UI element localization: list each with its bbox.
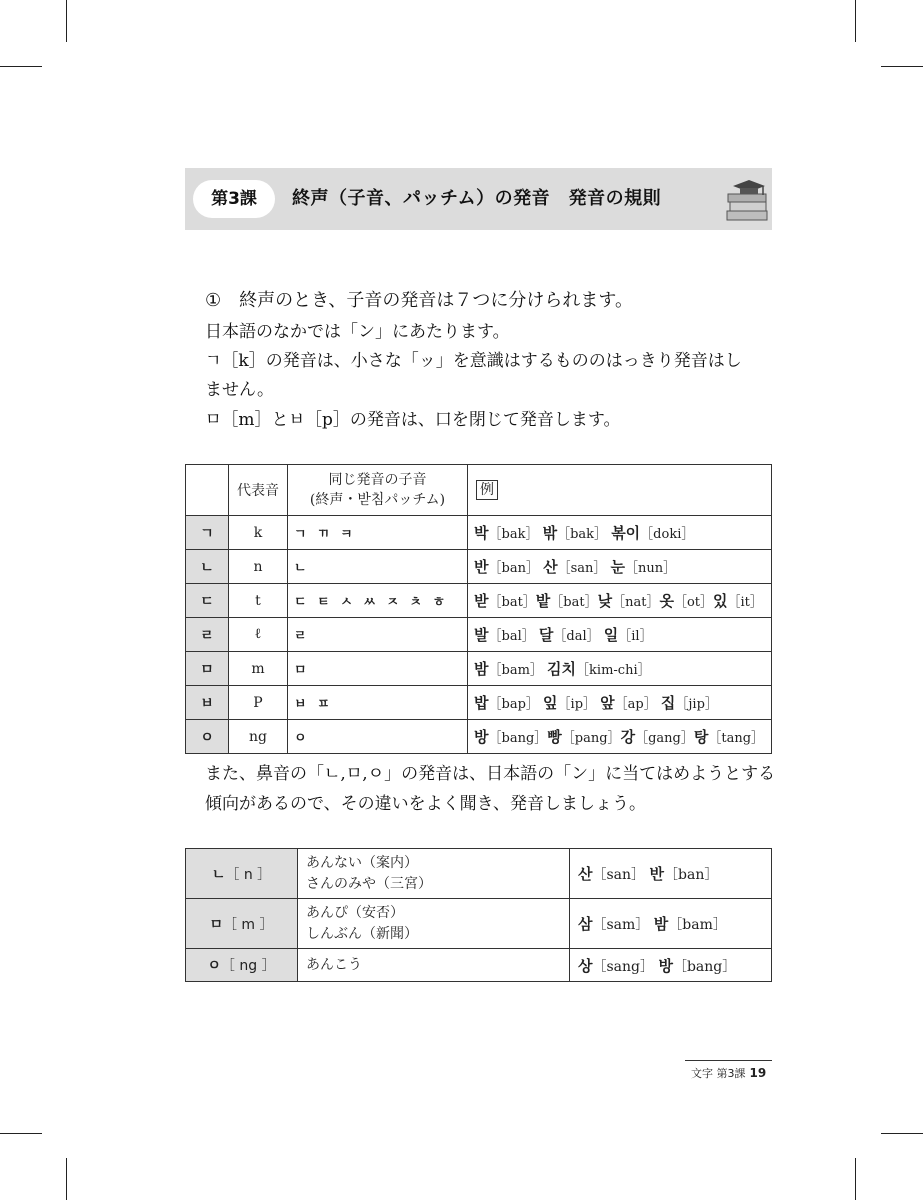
japanese-words-cell	[298, 949, 570, 982]
table-row	[186, 686, 772, 720]
japanese-word: さんのみや（三宮）	[306, 875, 432, 892]
romanization: ［tang］	[708, 731, 765, 746]
romanization: ［bat］	[488, 595, 536, 610]
korean-word: 볶이	[611, 524, 641, 542]
table-row	[186, 899, 772, 949]
same-sound-cell: ㄱ ㄲ ㅋ	[288, 516, 468, 550]
romanization: ［sam］	[592, 917, 650, 933]
korean-word: 밖	[542, 524, 558, 542]
romanization: ［kim-chi］	[576, 663, 651, 678]
same-sound-cell: ㅁ	[288, 652, 468, 686]
sound-cell: t	[229, 584, 288, 618]
romanization: ［ m ］	[222, 916, 274, 933]
crop-mark	[855, 0, 856, 42]
table-row	[186, 652, 772, 686]
header-same-line2: (終声・받침パッチム)	[309, 492, 446, 508]
korean-word: 강	[620, 728, 636, 746]
romanization: ［pang］	[561, 731, 621, 746]
japanese-word: あんない（案内）	[306, 854, 418, 871]
same-sound-cell: ㄷ ㅌ ㅅ ㅆ ㅈ ㅊ ㅎ	[288, 584, 468, 618]
romanization: ［bap］	[488, 697, 539, 712]
korean-word: 반	[474, 558, 489, 576]
table-header-row	[186, 465, 772, 516]
korean-word: 눈	[610, 558, 626, 576]
korean-word: 있	[713, 592, 728, 610]
romanization: ［bang］	[672, 958, 737, 975]
header-example	[468, 465, 772, 516]
crop-mark	[881, 1133, 923, 1134]
table-row	[186, 584, 772, 618]
nasal-comparison-table	[185, 848, 772, 982]
korean-examples-cell	[570, 949, 772, 982]
crop-mark	[66, 0, 67, 42]
header-same-line1: 同じ発音の子音	[328, 472, 427, 488]
body-paragraph: ません。	[205, 380, 275, 400]
crop-mark	[0, 1133, 42, 1134]
japanese-words-cell	[298, 899, 570, 949]
crop-mark	[0, 66, 42, 67]
same-sound-cell: ㄴ	[288, 550, 468, 584]
japanese-word: あんぴ（安否）	[306, 904, 404, 921]
korean-word: 밥	[474, 694, 489, 712]
table-row	[186, 550, 772, 584]
example-cell	[468, 550, 772, 584]
sound-cell: ng	[229, 720, 288, 754]
korean-examples-cell	[570, 899, 772, 949]
romanization: ［ban］	[664, 867, 719, 883]
nasal-label-cell	[186, 949, 298, 982]
korean-word: 발	[474, 626, 489, 644]
romanization: ［ap］	[614, 697, 657, 712]
nasal-label-cell	[186, 849, 298, 899]
korean-word: 반	[649, 865, 665, 883]
page-footer	[691, 1065, 766, 1081]
same-sound-cell: ㄹ	[288, 618, 468, 652]
sound-cell: ℓ	[229, 618, 288, 652]
example-cell	[468, 652, 772, 686]
table-row	[186, 720, 772, 754]
final-consonant-table	[185, 464, 772, 754]
example-cell	[468, 686, 772, 720]
example-cell	[468, 584, 772, 618]
page-number: 19	[749, 1066, 767, 1080]
korean-word: 밤	[653, 915, 669, 933]
romanization: ［nat］	[612, 595, 660, 610]
consonant-cell: ㄴ	[186, 550, 229, 584]
same-sound-cell: ㅇ	[288, 720, 468, 754]
lesson-title: 終声（子音、パッチム）の発音 発音の規則	[292, 188, 662, 209]
consonant-cell: ㄹ	[186, 618, 229, 652]
header-blank	[186, 465, 229, 516]
header-same-sound	[288, 465, 468, 516]
body-paragraph: また、鼻音の「ㄴ,ㅁ,ㅇ」の発音は、日本語の「ン」に当てはめようとする	[205, 764, 776, 784]
korean-word: 탕	[693, 728, 709, 746]
japanese-word: しんぶん（新聞）	[306, 925, 418, 942]
same-sound-cell: ㅂ ㅍ	[288, 686, 468, 720]
korean-word: 상	[578, 956, 593, 975]
table-row	[186, 618, 772, 652]
korean-word: 집	[660, 694, 676, 712]
table-row	[186, 949, 772, 982]
example-cell	[468, 720, 772, 754]
romanization: ［dal］	[553, 629, 600, 644]
example-cell	[468, 618, 772, 652]
consonant-cell: ㅂ	[186, 686, 229, 720]
romanization: ［bam］	[668, 917, 727, 933]
romanization: ［ n ］	[225, 866, 272, 883]
body-paragraph: ㄱ［k］の発音は、小さな「ッ」を意識はするもののはっきり発音はし	[205, 351, 742, 371]
body-paragraph: ㅁ［m］とㅂ［p］の発音は、口を閉じて発音します。	[205, 410, 621, 430]
books-icon	[725, 177, 771, 223]
korean-word: 김치	[547, 660, 577, 678]
sound-cell: n	[229, 550, 288, 584]
body-paragraph: 日本語のなかでは「ン」にあたります。	[205, 322, 510, 342]
nasal-label-cell	[186, 899, 298, 949]
korean-word: 산	[543, 558, 558, 576]
romanization: ［nun］	[625, 561, 677, 576]
consonant-cell: ㅇ	[186, 720, 229, 754]
example-cell	[468, 516, 772, 550]
table-row	[186, 516, 772, 550]
romanization: ［il］	[618, 629, 653, 644]
romanization: ［bat］	[550, 595, 598, 610]
crop-mark	[855, 1158, 856, 1200]
korean-word: 산	[578, 865, 593, 883]
korean-word: 옷	[659, 592, 674, 610]
korean-word: 앞	[600, 694, 615, 712]
romanization: ［jip］	[675, 697, 718, 712]
korean-word: 밤	[474, 660, 489, 678]
korean-letter: ㅁ	[209, 916, 223, 933]
footer-rule	[685, 1060, 772, 1061]
korean-word: 낮	[597, 592, 613, 610]
korean-word: 달	[538, 626, 554, 644]
korean-word: 일	[603, 626, 619, 644]
section-heading: ① 終声のとき、子音の発音は７つに分けられます。	[205, 290, 633, 311]
romanization: ［sang］	[592, 958, 655, 975]
korean-word: 삼	[578, 915, 593, 933]
romanization: ［bam］	[488, 663, 543, 678]
romanization: ［bang］	[488, 731, 548, 746]
crop-mark	[66, 1158, 67, 1200]
consonant-cell: ㄷ	[186, 584, 229, 618]
romanization: ［bal］	[488, 629, 535, 644]
romanization: ［bak］	[488, 527, 539, 542]
sound-cell: P	[229, 686, 288, 720]
body-paragraph: 傾向があるので、その違いをよく聞き、発音しましょう。	[205, 794, 646, 814]
japanese-words-cell	[298, 849, 570, 899]
korean-word: 방	[658, 956, 673, 975]
korean-letter: ㅇ	[207, 958, 221, 974]
romanization: ［ban］	[488, 561, 539, 576]
romanization: ［ ng ］	[220, 958, 276, 974]
korean-examples-cell	[570, 849, 772, 899]
korean-word: 밭	[535, 592, 551, 610]
korean-word: 방	[474, 728, 489, 746]
korean-word: 잎	[543, 694, 558, 712]
japanese-word: あんこう	[306, 956, 362, 973]
consonant-cell: ㄱ	[186, 516, 229, 550]
header-representative: 代表音	[229, 465, 288, 516]
romanization: ［ip］	[557, 697, 597, 712]
crop-mark	[881, 66, 923, 67]
romanization: ［doki］	[640, 527, 695, 542]
example-label: 例	[476, 480, 498, 500]
romanization: ［ot］	[673, 595, 714, 610]
table-row	[186, 849, 772, 899]
footer-label: 文字 第3課	[691, 1067, 746, 1080]
romanization: ［it］	[727, 595, 763, 610]
romanization: ［gang］	[635, 731, 694, 746]
korean-word: 박	[474, 524, 489, 542]
korean-letter: ㄴ	[211, 866, 226, 883]
lesson-badge: 第3課	[193, 180, 275, 218]
romanization: ［san］	[557, 561, 607, 576]
romanization: ［bak］	[557, 527, 608, 542]
sound-cell: m	[229, 652, 288, 686]
korean-word: 빵	[547, 728, 562, 746]
sound-cell: k	[229, 516, 288, 550]
consonant-cell: ㅁ	[186, 652, 229, 686]
korean-word: 받	[474, 592, 489, 610]
romanization: ［san］	[592, 867, 646, 883]
